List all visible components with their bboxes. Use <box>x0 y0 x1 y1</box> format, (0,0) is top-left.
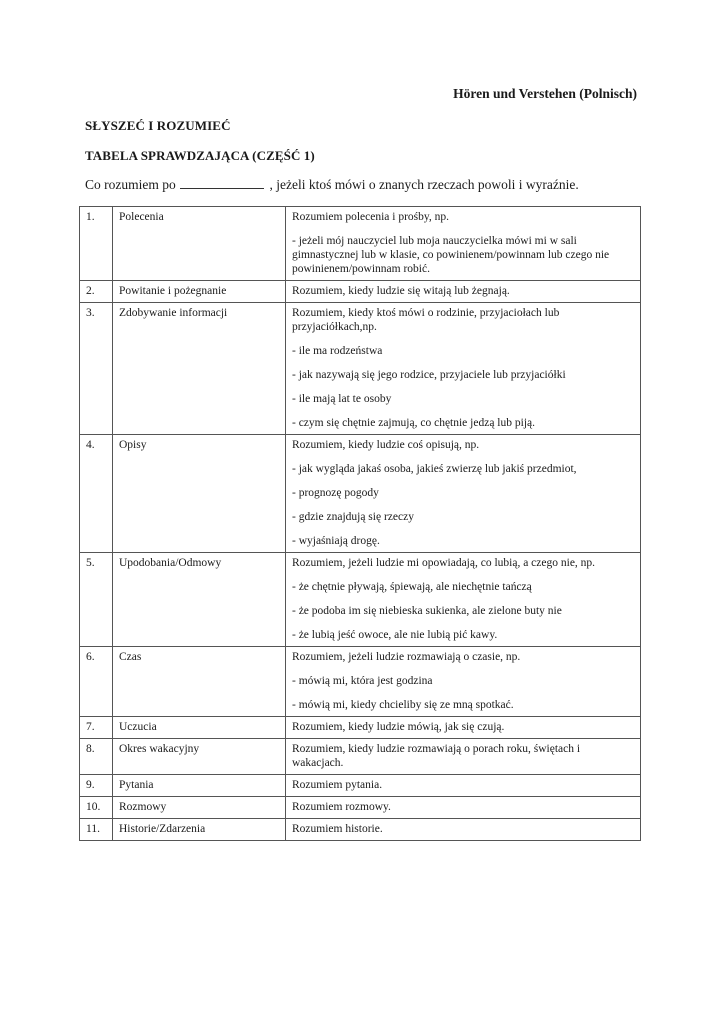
description-line: - mówią mi, kiedy chcieliby się ze mną spotkać. <box>292 699 514 711</box>
description-line: - ile mają lat te osoby <box>292 393 392 405</box>
row-number: 7. <box>80 717 113 739</box>
row-number: 10. <box>80 797 113 819</box>
intro-text-end: , jeżeli ktoś mówi o znanych rzeczach powoli i wyraźnie. <box>269 177 579 192</box>
row-topic: Historie/Zdarzenia <box>113 819 286 841</box>
table-row <box>80 281 641 303</box>
table-row <box>80 303 641 435</box>
row-description <box>286 207 641 281</box>
row-description <box>286 553 641 647</box>
description-line: - wyjaśniają drogę. <box>292 535 380 547</box>
row-description <box>286 739 641 775</box>
row-topic: Czas <box>113 647 286 717</box>
row-number: 4. <box>80 435 113 553</box>
description-line: Rozumiem, kiedy ludzie coś opisują, np. <box>292 439 480 451</box>
row-number: 5. <box>80 553 113 647</box>
row-topic: Rozmowy <box>113 797 286 819</box>
row-topic: Polecenia <box>113 207 286 281</box>
description-line: Rozumiem historie. <box>292 823 383 835</box>
description-line: Rozumiem, kiedy ludzie mówią, jak się czują. <box>292 721 505 733</box>
row-description <box>286 775 641 797</box>
row-description <box>286 819 641 841</box>
row-topic: Zdobywanie informacji <box>113 303 286 435</box>
intro-text-start: Co rozumiem po <box>85 177 176 192</box>
document-header: Hören und Verstehen (Polnisch) <box>453 86 637 101</box>
table-row <box>80 553 641 647</box>
description-line: Rozumiem, jeżeli ludzie mi opowiadają, co lubią, a czego nie, np. <box>292 557 596 569</box>
table-row <box>80 797 641 819</box>
language-blank-line <box>180 177 264 189</box>
row-number: 6. <box>80 647 113 717</box>
description-line: Rozumiem, kiedy ludzie się witają lub żegnają. <box>292 285 510 297</box>
table-row <box>80 819 641 841</box>
row-topic: Opisy <box>113 435 286 553</box>
description-line: - jak wygląda jakaś osoba, jakieś zwierzę lub jakiś przedmiot, <box>292 463 577 475</box>
row-number: 1. <box>80 207 113 281</box>
row-description <box>286 797 641 819</box>
table-row <box>80 739 641 775</box>
description-line: - ile ma rodzeństwa <box>292 345 383 357</box>
row-description <box>286 717 641 739</box>
description-line: - że podoba im się niebieska sukienka, ale zielone buty nie <box>292 605 562 617</box>
row-description <box>286 303 641 435</box>
description-line: - gdzie znajdują się rzeczy <box>292 511 414 523</box>
checklist-body <box>80 207 641 841</box>
description-line: Rozumiem polecenia i prośby, np. <box>292 211 450 223</box>
row-number: 3. <box>80 303 113 435</box>
table-row <box>80 647 641 717</box>
description-line: Rozumiem rozmowy. <box>292 801 391 813</box>
description-line: Rozumiem, kiedy ktoś mówi o rodzinie, przyjaciołach lub przyjaciółkach,np. <box>292 307 560 333</box>
description-line: Rozumiem pytania. <box>292 779 383 791</box>
row-number: 9. <box>80 775 113 797</box>
description-line: - mówią mi, która jest godzina <box>292 675 433 687</box>
row-description <box>286 647 641 717</box>
table-row <box>80 775 641 797</box>
description-line: - że chętnie pływają, śpiewają, ale niechętnie tańczą <box>292 581 532 593</box>
description-line: Rozumiem, kiedy ludzie rozmawiają o porach roku, świętach i wakacjach. <box>292 743 581 769</box>
row-topic: Pytania <box>113 775 286 797</box>
table-row <box>80 717 641 739</box>
row-number: 8. <box>80 739 113 775</box>
table-row <box>80 207 641 281</box>
row-number: 11. <box>80 819 113 841</box>
row-topic: Okres wakacyjny <box>113 739 286 775</box>
row-number: 2. <box>80 281 113 303</box>
checklist-table <box>79 206 641 841</box>
description-line: - że lubią jeść owoce, ale nie lubią pić kawy. <box>292 629 498 641</box>
subtitle: TABELA SPRAWDZAJĄCA (CZĘŚĆ 1) <box>85 148 315 163</box>
table-row <box>80 435 641 553</box>
row-description <box>286 435 641 553</box>
description-line: Rozumiem, jeżeli ludzie rozmawiają o czasie, np. <box>292 651 521 663</box>
description-line: - jak nazywają się jego rodzice, przyjaciele lub przyjaciółki <box>292 369 566 381</box>
description-line: - jeżeli mój nauczyciel lub moja nauczycielka mówi mi w sali gimnastycznej lub w klasie, co powinienem/powinnam lub czego nie powinienem/powinnam robić. <box>292 235 610 275</box>
row-description <box>286 281 641 303</box>
row-topic: Uczucia <box>113 717 286 739</box>
main-title: SŁYSZEĆ I ROZUMIEĆ <box>85 118 231 133</box>
intro-sentence <box>85 177 579 193</box>
description-line: - czym się chętnie zajmują, co chętnie jedzą lub piją. <box>292 417 535 429</box>
row-topic: Powitanie i pożegnanie <box>113 281 286 303</box>
row-topic: Upodobania/Odmowy <box>113 553 286 647</box>
description-line: - prognozę pogody <box>292 487 379 499</box>
